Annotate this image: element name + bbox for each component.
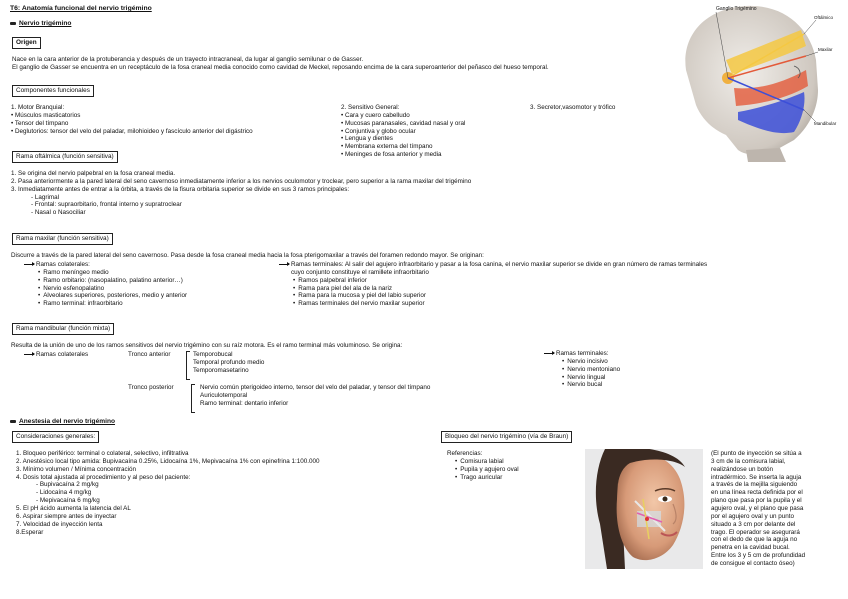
oftalmica-text: 1. Se origina del nervio palpebral en la fosa craneal media. 2. Pasa anteriormente a la pared lateral del seno cavernoso inmediatamente inferior a los nervios oculomotor y troclear, pero superior a la rama maxilar del trigémino 3. Inmediatamente antes de entrar a la órbita, a través de la fisura orbitaria superior se divide en sus 3 ramos principales: - Lagrimal - Frontal: supraorbitario, frontal interno y supratroclear - Nasal o Nasociliar	[11, 170, 472, 217]
section-marker-icon	[10, 420, 16, 423]
label-maxilar: Maxilar	[818, 47, 833, 52]
tronco-anterior-label: Tronco anterior	[128, 351, 171, 358]
brace	[191, 384, 195, 413]
label-mandibular: Mandibular	[814, 121, 837, 126]
trigeminal-anatomy-figure	[676, 0, 844, 162]
componentes-heading: Componentes funcionales	[12, 85, 94, 97]
oftalmica-heading: Rama oftálmica (función sensitiva)	[12, 151, 118, 163]
arrow-icon	[24, 264, 34, 265]
trigeminal-anatomy-icon	[676, 0, 844, 162]
brace	[186, 351, 190, 380]
section-anestesia: Anestesia del nervio trigémino	[10, 418, 115, 426]
label-ganglio: Ganglio Trigémino	[716, 6, 757, 12]
section-marker-icon	[10, 22, 16, 25]
bloqueo-explanation: (El punto de inyección se sitúa a 3 cm de la comisura labial, realizándose un botón intradérmico. Se inserta la aguja a través de la mejilla siguiendo en una línea recta definida por el plano que pasa por la pupila y el agujero oval, y el plano que pasa por el agujero oval y un punto situado a 3 cm por delante del trago. El operador se asegurará con el dedo de que la aguja no penetra en la cavidad bucal. Entre los 3 y 5 cm de profundidad de consigue el contacto óseo)	[711, 450, 806, 568]
componentes-col3: 3. Secretor,vasomotor y trófico	[530, 104, 616, 111]
label-oftalmico: Oftálmico	[814, 15, 834, 20]
tronco-posterior-label: Tronco posterior	[128, 384, 174, 391]
bloqueo-heading: Bloqueo del nervio trigémino (vía de Braun)	[441, 431, 572, 443]
consideraciones-text: 1. Bloqueo periférico: terminal o colateral, selectivo, infiltrativa 2. Anestésico local tipo amida: Bupivacaína 0.25%, Lidocaína 1%, Mepivacaína 1% con epinefrina 1:100.000 3. Mínimo volumen / Mínima concentración 4. Dosis total ajustada al procedimiento y al peso del paciente: - Bupivacaína 2 mg/kg - Lidocaína 4 mg/kg - Mepivacaína 6 mg/kg 5. El pH ácido aumenta la latencia del AL 6. Aspirar siempre antes de inyectar 7. Velocidad de inyección lenta 8.Esperar	[16, 450, 320, 536]
consideraciones-heading: Consideraciones generales:	[12, 431, 99, 443]
mandibular-heading: Rama mandibular (función mixta)	[12, 323, 114, 335]
componentes-col1: 1. Motor Branquial: • Músculos masticatorios • Tensor del tímpano • Deglutorios: tensor del velo del paladar, milohioideo y fascículo anterior del digástrico	[11, 104, 253, 135]
bloqueo-refs: Referencias: • Comisura labial • Pupila y agujero oval • Trago auricular	[447, 450, 519, 481]
mandibular-colaterales-label: Ramas colaterales	[24, 351, 88, 359]
origen-text: Nace en la cara anterior de la protuberancia y después de un trayecto intracraneal, da lugar al ganglio semilunar o de Gasser. El ganglio de Gasser se encuentra en un receptáculo de la fosa craneal media conocido como cavidad de Meckel, reposando encima de la cara superoanterior del peñasco del hueso temporal.	[12, 56, 549, 71]
section-nervio-trigemino: Nervio trigémino	[10, 20, 71, 28]
maxilar-heading: Rama maxilar (función sensitiva)	[12, 233, 113, 245]
componentes-col2: 2. Sensitivo General: • Cara y cuero cabelludo • Mucosas paranasales, cavidad nasal y oral • Conjuntiva y globo ocular • Lengua y dientes • Membrana externa del tímpano • Meninges de fosa anterior y media	[341, 104, 466, 159]
arrow-icon	[24, 354, 34, 355]
mandibular-intro: Resulta de la unión de uno de los ramos sensitivos del nervio trigémino con su raíz motora. Es el ramo terminal más voluminoso. Se origina:	[11, 342, 403, 349]
maxilar-intro: Discurre a través de la pared lateral del seno cavernoso. Pasa desde la fosa craneal media hacia la fosa pterigomaxilar a través del foramen redondo mayor. Se originan:	[11, 252, 484, 259]
mandibular-terminales: Ramas terminales: • Nervio incisivo • Nervio mentoniano • Nervio lingual • Nervio bucal	[544, 350, 620, 389]
tronco-anterior-items: Temporobucal Temporal profundo medio Temporomasetarino	[193, 351, 265, 374]
arrow-icon	[544, 353, 554, 354]
maxilar-terminales: Ramas terminales: Al salir del agujero infraorbitario y pasar a la fosa canina, el nervio maxilar superior se divide en gran número de ramas terminales cuyo conjunto constituye el ramillete infraorbitario • Ramos palpebral inferior • Rama para piel del ala de la nariz • Rama para la mucosa y piel del labio superior • Ramas terminales del nervio maxilar superior	[279, 261, 707, 308]
origen-heading: Origen	[12, 37, 41, 49]
maxilar-colaterales: Ramas colaterales: • Ramo meníngeo medio • Ramo orbitario: (nasopalatino, palatino anterior…) • Nervio esfenopalatino • Alveolares superiores, posteriores, medio y anterior • Ramo terminal: infraorbitario	[24, 261, 187, 308]
arrow-icon	[279, 264, 289, 265]
face-injection-icon	[585, 449, 703, 569]
braun-block-illustration	[585, 449, 703, 569]
doc-title: T6: Anatomía funcional del nervio trigémino	[10, 5, 152, 12]
tronco-posterior-items: Nervio común pterigoideo interno, tensor del velo del paladar, y tensor del tímpano Auriculotemporal Ramo terminal: dentario inferior	[200, 384, 431, 407]
